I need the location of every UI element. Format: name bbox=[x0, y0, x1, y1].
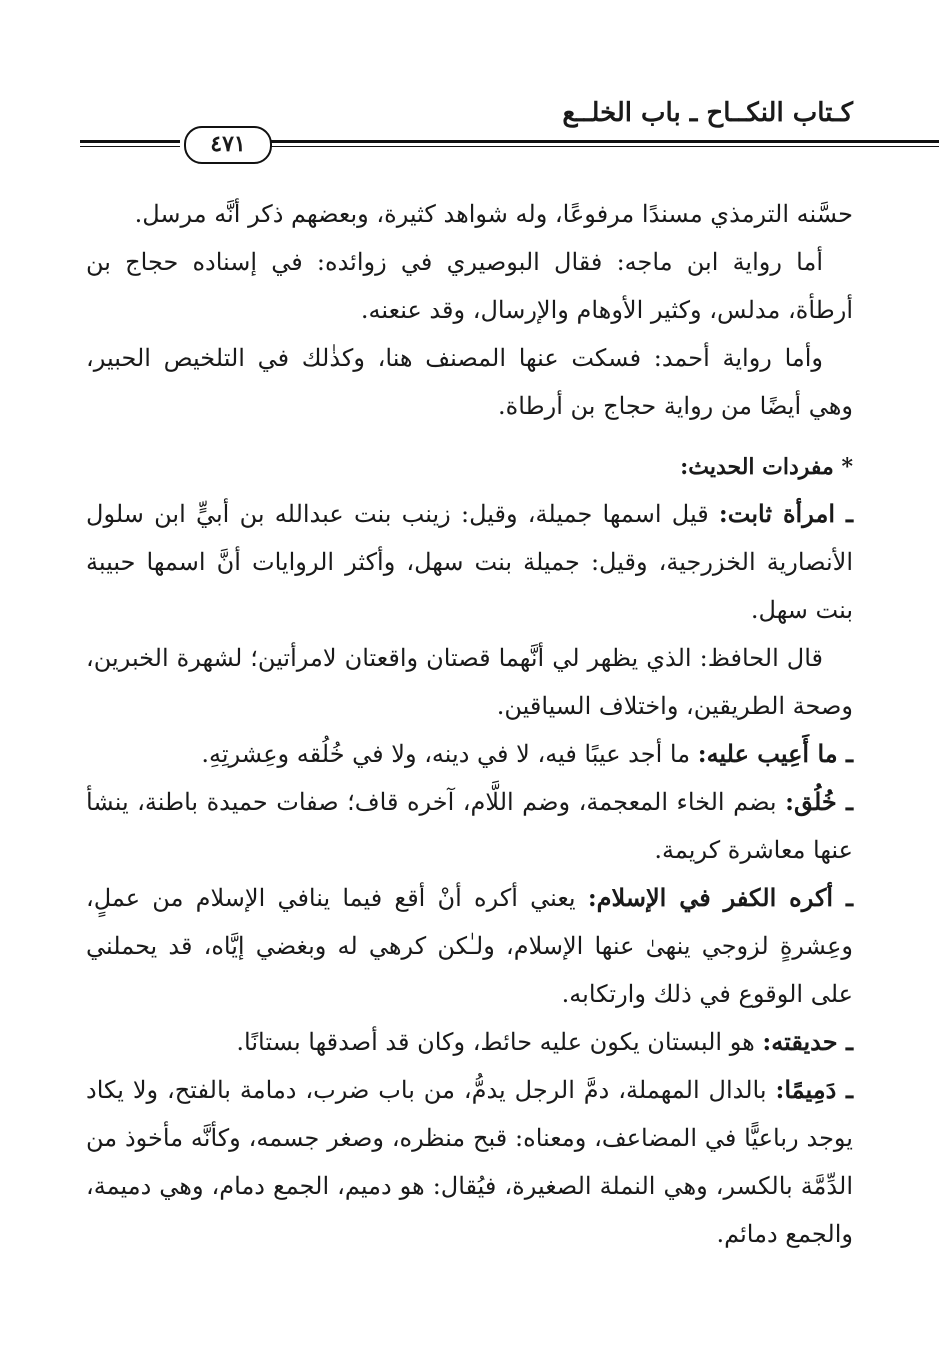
entry-text: بالدال المهملة، دمَّ الرجل يدمُّ، من باب ضرب، دمامة بالفتح، ولا يكاد يوجد رباعيًّا في المضاعف، ومعناه: قبح منظره، وصغر جسمه، وكأنَّه مأخوذ من الدِّمَّة بالكسر، وهي النملة الصغيرة، فيُقال: هو دميم، الجمع دمام، وهي دميمة، والجمع دمائم. bbox=[86, 1076, 853, 1248]
entry-term: ـ دَمِيمًا: bbox=[775, 1075, 853, 1104]
entry-3 bbox=[86, 730, 853, 778]
page-body bbox=[86, 190, 853, 1258]
page-number: ٤٧١ bbox=[184, 126, 272, 164]
entry-6 bbox=[86, 1018, 853, 1066]
entry-text: قيل اسمها جميلة، وقيل: زينب بنت عبدالله بن أبيٍّ ابن سلول الأنصارية الخزرجية، وقيل: جميلة بنت سهل، وأكثر الروايات أنَّ اسمها حبيبة بنت سهل. bbox=[86, 500, 853, 624]
entry-text: ما أجد عيبًا فيه، لا في دينه، ولا في خُلُقه وعِشرتِهِ. bbox=[201, 740, 698, 768]
entry-term: ـ حديقته: bbox=[762, 1027, 853, 1056]
paragraph-3: وأما رواية أحمد: فسكت عنها المصنف هنا، وكذٰلك في التلخيص الحبير، وهي أيضًا من رواية حجاج بن أرطاة. bbox=[86, 344, 853, 420]
entry-1 bbox=[86, 490, 853, 634]
entry-text: بضم الخاء المعجمة، وضم اللَّام، آخره قاف؛ صفات حميدة باطنة، ينشأ عنها معاشرة كريمة. bbox=[86, 788, 853, 864]
entry-4 bbox=[86, 778, 853, 874]
entry-term: ـ ما أَعِيب عليه: bbox=[697, 739, 853, 768]
header-rule-short bbox=[80, 140, 180, 147]
paragraph-2: أما رواية ابن ماجه: فقال البوصيري في زوائده: في إسناده حجاج بن أرطأة، مدلس، وكثير الأوهام والإرسال، وقد عنعنه. bbox=[86, 248, 853, 324]
entry-term: ـ خُلُق: bbox=[785, 787, 853, 816]
entry-2 bbox=[86, 634, 853, 730]
section-heading: * مفردات الحديث: bbox=[680, 454, 853, 480]
entry-text: قال الحافظ: الذي يظهر لي أنَّهما قصتان واقعتان لامرأتين؛ لشهرة الخبرين، وصحة الطريقين، واختلاف السياقين. bbox=[86, 644, 853, 720]
header-rule-long bbox=[185, 140, 939, 147]
entry-7 bbox=[86, 1066, 853, 1258]
entry-text: هو البستان يكون عليه حائط، وكان قد أصدقها بستانًا. bbox=[236, 1028, 763, 1056]
running-header-title: كـتاب النكــاح ـ باب الخلــع bbox=[562, 98, 853, 128]
entry-term: ـ امرأة ثابت: bbox=[718, 499, 853, 528]
entry-term: ـ أكره الكفر في الإسلام: bbox=[587, 883, 854, 912]
entry-5 bbox=[86, 874, 853, 1018]
paragraph-1: حسَّنه الترمذي مسندًا مرفوعًا، وله شواهد كثيرة، وبعضهم ذكر أنَّه مرسل. bbox=[134, 200, 853, 228]
entry-text: يعني أكره أنْ أقع فيما ينافي الإسلام من عملٍ، وعِشرةٍ لزوجي ينهىٰ عنها الإسلام، ولـٰكن كرهي له وبغضي إيَّاه، قد يحملني على الوقوع في ذلك وارتكابه. bbox=[86, 884, 853, 1008]
